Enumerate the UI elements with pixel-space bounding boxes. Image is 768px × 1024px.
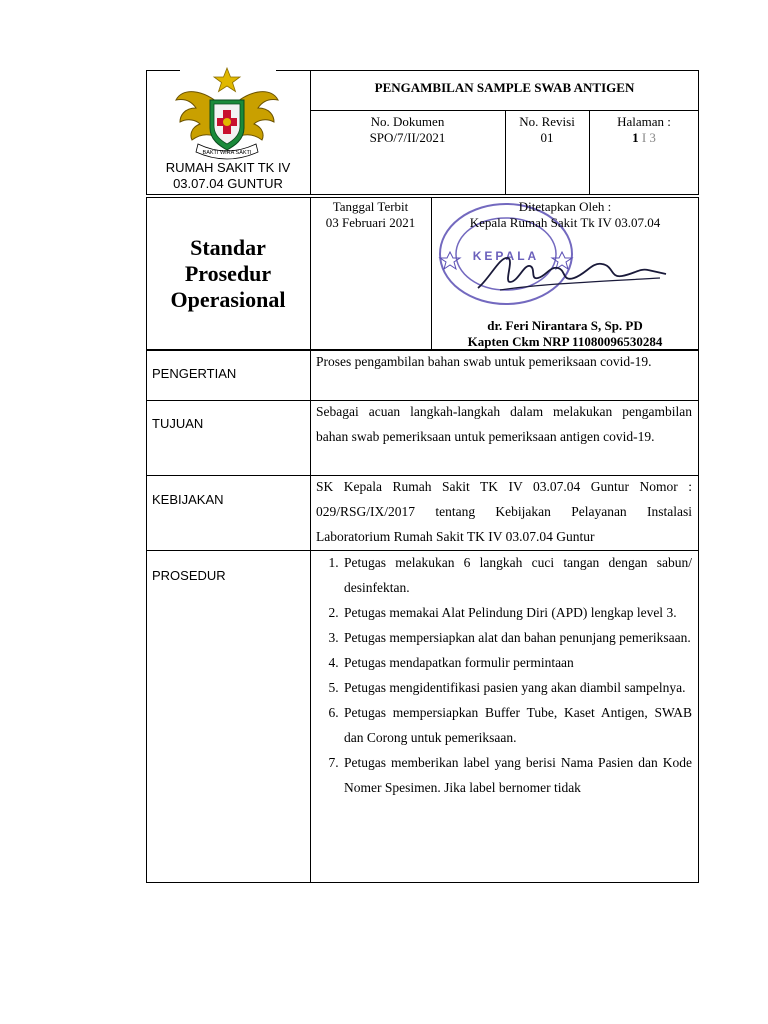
hospital-name: [150, 160, 306, 192]
prosedur-step: 1. Petugas melakukan 6 langkah cuci tangan dengan sabun/ desinfektan.: [342, 550, 692, 600]
page-separator: I: [641, 130, 647, 145]
approved-by-label: Ditetapkan Oleh :: [518, 199, 612, 214]
label-kebijakan-text: KEBIJAKAN: [152, 492, 224, 507]
signer-rank: Kapten Ckm NRP 11080096530284: [467, 334, 663, 349]
text-kebijakan-content: SK Kepala Rumah Sakit TK IV 03.07.04 Guntur Nomor : 029/RSG/IX/2017 tentang Kebijakan Pelayanan Instalasi Laboratorium Rumah Sakit TK IV 03.07.04 Guntur: [316, 479, 692, 544]
text-pengertian: [316, 349, 692, 374]
prosedur-step: 6. Petugas mempersiapkan Buffer Tube, Kaset Antigen, SWAB dan Corong untuk pemeriksaan.: [342, 700, 692, 750]
logo-motto: BAKTI WIRA SAKTI: [202, 150, 252, 156]
issue-date-cell: [310, 199, 431, 231]
issue-date-label: Tanggal Terbit: [332, 199, 409, 214]
sop-heading-line1: Standar: [190, 235, 266, 260]
text-tujuan-content: Sebagai acuan langkah-langkah dalam melakukan pengambilan bahan swab pemeriksaan untuk pemeriksaan antigen covid-19.: [316, 404, 692, 444]
doc-number-cell: [310, 114, 505, 146]
approved-by-cell: [431, 199, 699, 231]
issue-date-value: 03 Februari 2021: [325, 215, 416, 230]
prosedur-step: 4. Petugas mendapatkan formulir permintaan: [342, 650, 692, 675]
prosedur-step: 7. Petugas memberikan label yang berisi Nama Pasien dan Kode Nomer Spesimen. Jika label bernomer tidak: [342, 750, 692, 800]
document-title-text: PENGAMBILAN SAMPLE SWAB ANTIGEN: [374, 80, 635, 95]
prosedur-step: 3. Petugas mempersiapkan alat dan bahan penunjang pemeriksaan.: [342, 625, 692, 650]
page-current: 1: [632, 130, 639, 145]
signature: [470, 248, 670, 298]
prosedur-list: [316, 550, 692, 800]
label-prosedur: [152, 568, 226, 583]
signer-block: [431, 318, 699, 350]
prosedur-list-wrap: [316, 550, 692, 880]
revision-value: 01: [540, 130, 554, 145]
label-prosedur-text: PROSEDUR: [152, 568, 226, 583]
page-label: Halaman :: [617, 114, 671, 129]
doc-number-label: No. Dokumen: [370, 114, 445, 129]
label-kebijakan: [152, 492, 224, 507]
revision-cell: [505, 114, 589, 146]
sop-heading-line3: Operasional: [170, 287, 286, 312]
hospital-name-text: RUMAH SAKIT TK IV 03.07.04 GUNTUR: [165, 160, 291, 191]
label-tujuan-text: TUJUAN: [152, 416, 204, 431]
document-title: [310, 80, 699, 96]
hospital-logo: [172, 66, 282, 162]
prosedur-step: 5. Petugas mengidentifikasi pasien yang akan diambil sampelnya.: [342, 675, 692, 700]
prosedur-step: 2. Petugas memakai Alat Pelindung Diri (APD) lengkap level 3.: [342, 600, 692, 625]
sop-heading: [146, 235, 310, 313]
doc-number-value: SPO/7/II/2021: [369, 130, 446, 145]
stamp-text: KEPALA: [472, 249, 540, 263]
label-tujuan: [152, 416, 203, 431]
label-pengertian-text: PENGERTIAN: [152, 366, 237, 381]
revision-label: No. Revisi: [519, 114, 575, 129]
page-total: 3: [649, 130, 656, 145]
approved-by-title: Kepala Rumah Sakit Tk IV 03.07.04: [469, 215, 661, 230]
sop-heading-line2: Prosedur: [184, 261, 272, 286]
text-tujuan: [316, 399, 692, 449]
signer-name: dr. Feri Nirantara S, Sp. PD: [487, 318, 643, 333]
text-kebijakan: [316, 474, 692, 549]
page-indicator: [589, 130, 699, 146]
text-pengertian-content: Proses pengambilan bahan swab untuk pemeriksaan covid-19.: [316, 354, 652, 369]
label-pengertian: [152, 366, 236, 381]
page-cell: [589, 114, 699, 146]
